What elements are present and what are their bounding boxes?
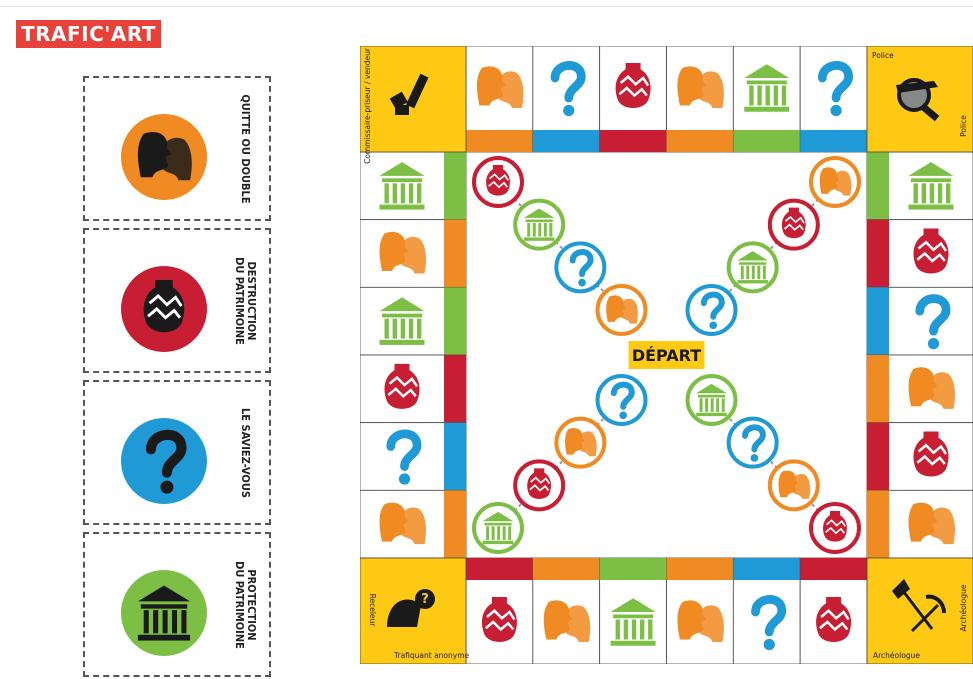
diagonal-space-bottom-left[interactable] [598,376,646,424]
board-cell-right[interactable] [867,355,973,423]
diagonal-space-bottom-right[interactable] [811,504,859,552]
card-label: DESTRUCTION DU PATRIMOINE [233,256,258,345]
card-quitte-ou-double[interactable] [83,76,271,221]
card-protection-du-patrimoine[interactable] [83,532,271,677]
board-cell-right[interactable] [867,220,973,288]
diagonal-space-bottom-left[interactable] [515,461,563,509]
svg-text:?: ? [421,592,429,607]
board-cell-top[interactable] [600,46,667,152]
board-cell-right[interactable] [867,490,973,558]
broken-amphora-icon [120,265,208,353]
diagonal-space-top-left[interactable] [474,158,522,206]
card-label: PROTECTION DU PATRIMOINE [233,560,258,649]
board-cell-bottom[interactable] [667,558,734,664]
corner-label-2: Trafiquant anonyme [394,651,470,660]
board-cell-top[interactable] [667,46,734,152]
diagonal-space-top-left[interactable] [598,286,646,334]
board-cell-left[interactable] [360,355,466,423]
board-cell-right[interactable] [867,152,973,220]
card-label: LE SAVIEZ-VOUS [239,407,252,498]
diagonal-space-bottom-right[interactable] [770,461,818,509]
museum-columns-icon [120,569,208,657]
depart-label [629,341,705,369]
diagonal-space-bottom-right[interactable] [729,419,777,467]
trafic-art-logo: TRAFIC'ART [16,20,161,48]
board-cell-left[interactable] [360,423,466,491]
board-cell-top[interactable] [800,46,867,152]
board-cell-left[interactable] [360,220,466,288]
board-corner-top-right[interactable] [867,46,973,152]
corner-label: Receleur [368,593,377,627]
top-divider [0,6,973,7]
board-cell-left[interactable] [360,490,466,558]
board-cell-top[interactable] [466,46,533,152]
board-cell-right[interactable] [867,423,973,491]
board-cell-bottom[interactable] [800,558,867,664]
question-mark-icon [120,417,208,505]
card-label: QUITTE OU DOUBLE [239,93,252,204]
game-board [360,46,973,664]
board-cell-right[interactable] [867,287,973,355]
diagonal-space-bottom-left[interactable] [474,504,522,552]
board-cell-top[interactable] [533,46,600,152]
diagonal-space-top-right[interactable] [811,158,859,206]
board-corner-bottom-left[interactable] [360,558,470,664]
card-destruction-du-patrimoine[interactable] [83,228,271,373]
corner-label-2: Archéologue [873,651,920,660]
board-corner-top-left[interactable] [360,46,466,164]
card-le-saviez-vous[interactable] [83,380,271,525]
board-corner-bottom-right[interactable] [867,558,973,664]
board-cell-bottom[interactable] [600,558,667,664]
board-cell-left[interactable] [360,152,466,220]
depart-text: DÉPART [631,346,702,365]
board-cell-bottom[interactable] [466,558,533,664]
diagonal-space-top-right[interactable] [688,286,736,334]
diagonal-space-top-right[interactable] [729,243,777,291]
corner-label-2: Police [959,115,968,137]
diagonal-space-bottom-right[interactable] [688,376,736,424]
corner-label: Archéologue [959,584,968,632]
diagonal-space-bottom-left[interactable] [556,419,604,467]
diagonal-space-top-left[interactable] [556,243,604,291]
diagonal-space-top-left[interactable] [515,201,563,249]
two-faces-icon [120,113,208,201]
board-cell-bottom[interactable] [533,558,600,664]
corner-label: Police [872,51,894,60]
board-cell-left[interactable] [360,287,466,355]
diagonal-space-top-right[interactable] [770,201,818,249]
corner-label: Commissaire-priseur / vendeur [363,48,372,164]
board-cell-top[interactable] [733,46,800,152]
board-cell-bottom[interactable] [733,558,800,664]
